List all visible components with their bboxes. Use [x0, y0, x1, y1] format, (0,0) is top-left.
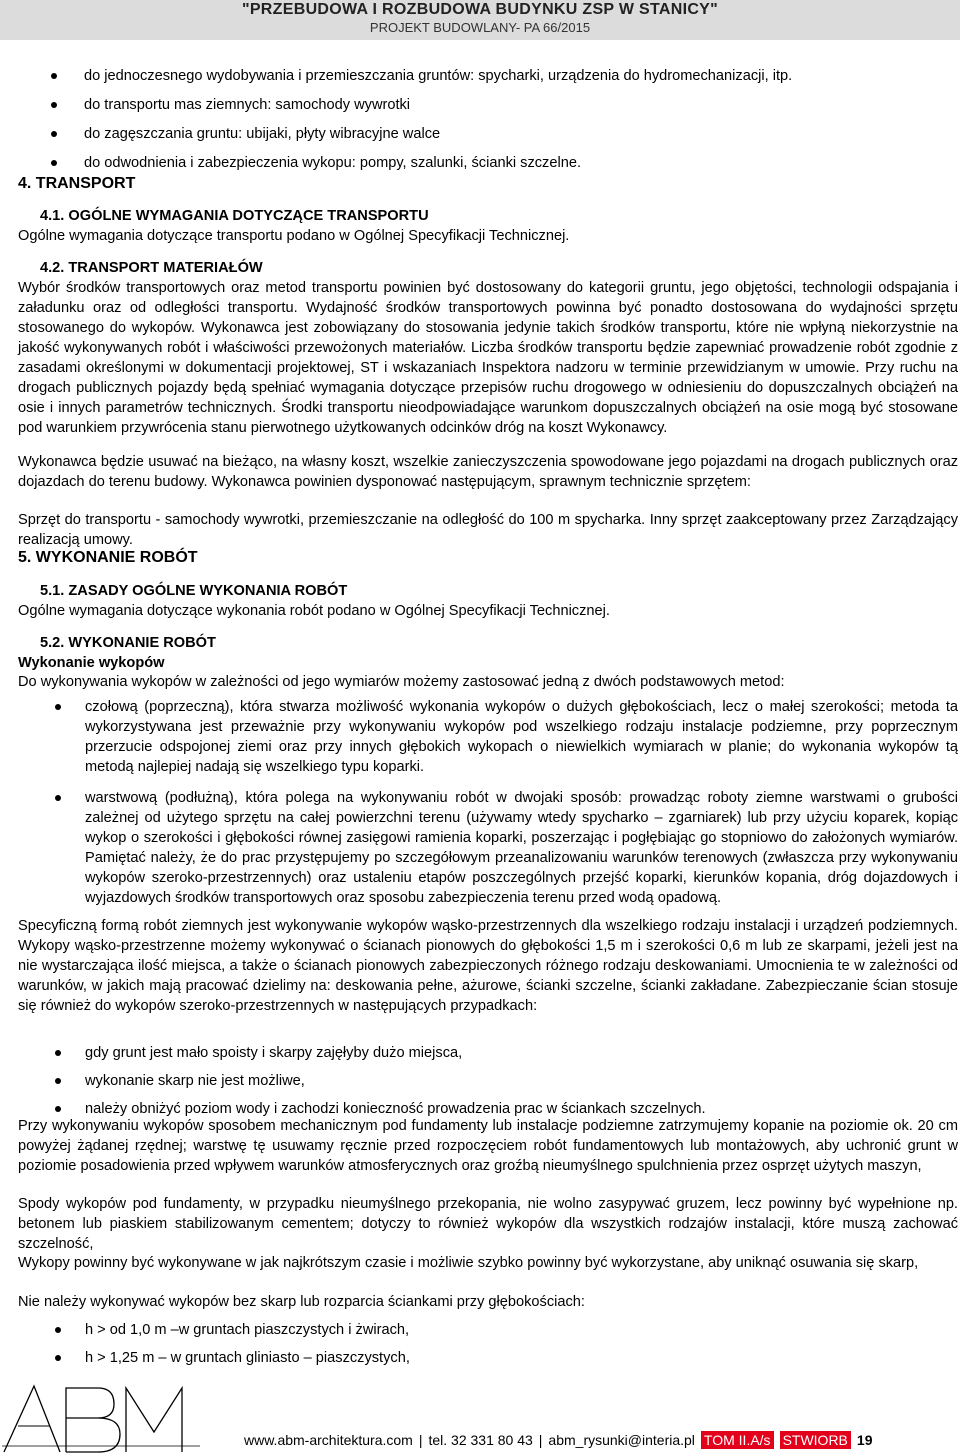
- body-paragraph: Nie należy wykonywać wykopów bez skarp lub rozparcia ściankami przy głębokościach:: [18, 1294, 585, 1310]
- list-item: do transportu mas ziemnych: samochody wywrotki: [18, 95, 938, 124]
- section-4-heading: 4. TRANSPORT: [18, 175, 136, 192]
- body-paragraph: Spody wykopów pod fundamenty, w przypadku nieumyślnego przekopania, nie wolno zasypywać gruzem, lecz powinny być wypełnione np. betonem lub piaskiem stabilizowanym cementem; dotyczy to również wykopów dla wszystkich rodzajów instalacji, które muszą zachować szczelność,: [18, 1196, 958, 1252]
- section-5-heading: 5. WYKONANIE ROBÓT: [18, 549, 198, 566]
- section-4-1-heading: 4.1. OGÓLNE WYMAGANIA DOTYCZĄCE TRANSPORTU: [40, 208, 429, 224]
- subsection-heading: Wykonanie wykopów: [18, 655, 165, 671]
- list-item: h > od 1,0 m –w gruntach piaszczystych i żwirach,: [18, 1320, 958, 1348]
- section-4-1-text: Ogólne wymagania dotyczące transportu podano w Ogólnej Specyfikacji Technicznej.: [18, 228, 570, 244]
- list-item: do odwodnienia i zabezpieczenia wykopu: pompy, szalunki, ścianki szczelne.: [18, 153, 938, 182]
- list-item: należy obniżyć poziom wody i zachodzi konieczność prowadzenia prac w ściankach szczelnych.: [18, 1099, 958, 1119]
- section-4-2-heading: 4.2. TRANSPORT MATERIAŁÓW: [40, 260, 263, 276]
- list-item: warstwową (podłużną), która polega na wykonywaniu robót w dwojaki sposób: prowadząc roboty ziemne warstwami o grubości zależnej od użytego sprzętu na całej powierzchni terenu (używamy wtedy spycharko – zgarniarek) lub przy użyciu koparek, kopiąc wykop o szerokości i głębokości równej zasięgowi ramienia koparki, poszerzając i pogłębiając go stopniowo do założonych wymiarów. Pamiętać należy, że do prac przystępujemy po szczegółowym przeanalizowaniu warunków terenowych (zwłaszcza przy wykonywaniu wykopów szeroko-przestrzennych) oraz ustaleniu etapów poszczególnych przejść koparki, kierunków kopania, dróg dojazdowych i wyjazdowych środków transportowych oraz sposobu zabezpieczenia terenu przed wodą opadową.: [18, 788, 958, 908]
- list-item: gdy grunt jest mało spoisty i skarpy zajęłyby dużo miejsca,: [18, 1043, 958, 1071]
- list-item: do jednoczesnego wydobywania i przemieszczania gruntów: spycharki, urządzenia do hydromechanizacji, itp.: [18, 66, 938, 95]
- section-4-2-paragraph: Wykonawca będzie usuwać na bieżąco, na własny koszt, wszelkie zanieczyszczenia spowodowane jego pojazdami na drogach publicznych oraz dojazdach do terenu budowy. Wykonawca powinien dysponować następującym, sprawnym technicznie sprzętem:: [18, 454, 958, 490]
- page-header: [0, 0, 960, 40]
- footer-phone: tel. 32 331 80 43: [428, 1432, 533, 1448]
- document-title: "PRZEBUDOWA I ROZBUDOWA BUDYNKU ZSP W STANICY": [241, 1, 719, 18]
- methods-intro: Do wykonywania wykopów w zależności od jego wymiarów możemy zastosować jedną z dwóch podstawowych metod:: [18, 674, 785, 690]
- footer-email[interactable]: abm_rysunki@interia.pl: [548, 1432, 695, 1448]
- footer-code-badge: STWIORB: [780, 1431, 851, 1449]
- list-item: h > 1,25 m – w gruntach gliniasto – piaszczystych,: [18, 1348, 958, 1368]
- footer-website-text[interactable]: www.abm-architektura.com: [244, 1432, 413, 1448]
- section-4-2-paragraph: Sprzęt do transportu - samochody wywrotki, przemieszczanie na odległość do 100 m spycharka. Inny sprzęt zaakceptowany przez Zarządzający realizacją umowy.: [18, 512, 958, 548]
- section-5-1-text: Ogólne wymagania dotyczące wykonania robót podano w Ogólnej Specyfikacji Technicznej.: [18, 603, 610, 619]
- list-item: do zagęszczania gruntu: ubijaki, płyty wibracyjne walce: [18, 124, 938, 153]
- footer-line: [0, 1431, 960, 1449]
- section-4-2-paragraph: Wybór środków transportowych oraz metod transportu powinien być dostosowany do kategorii gruntu, jego objętości, technologii odspajania i załadunku oraz od odległości transportu. Wydajność środków transportowych powinna być ponadto dostosowana do wydajności sprzętu stosowanego do wykopów. Wykonawca jest zobowiązany do stosowania jedynie takich środków transportu, które nie wpłyną niekorzystnie na jakość wykonywanych robót i właściwości przewożonych materiałów. Liczba środków transportu będzie zapewniać prowadzenie robót zgodnie z zasadami określonymi w dokumentacji projektowej, ST i wskazaniach Inspektora nadzoru w terminie przewidzianym w umowie. Przy ruchu na drogach publicznych pojazdy będą spełniać wymagania dotyczące przepisów ruchu drogowego w odniesieniu do dopuszczalnych obciążeń na osie i innych parametrów technicznych. Środki transportu nieodpowiadające warunkom dopuszczalnych obciążeń na osie mogą być stosowane pod warunkiem przywrócenia stanu pierwotnego użytkowanych odcinków dróg na koszt Wykonawcy.: [18, 280, 958, 436]
- list-item: wykonanie skarp nie jest możliwe,: [18, 1071, 958, 1099]
- body-paragraph: Przy wykonywaniu wykopów sposobem mechanicznym pod fundamenty lub instalacje podziemne zatrzymujemy kopanie na poziomie ok. 20 cm powyżej żądanej rzędnej; warstwę tę usuwamy ręcznie przed rozpoczęciem robót fundamentowych lub montażowych, aby uchronić grunt w poziomie posadowienia przed wpływem warunków atmosferycznych oraz groźbą nieumyślnego spulchnienia przez osprzęt użytych maszyn,: [18, 1118, 958, 1174]
- page-number: 19: [856, 1432, 873, 1448]
- footer-separator: |: [418, 1432, 423, 1448]
- list-item: czołową (poprzeczną), która stwarza możliwość wykonania wykopów o dużych głębokościach, lecz o małej szerokości; metoda ta wykorzystywana jest przeważnie przy wykonywaniu wykopów pod wszelkiego rodzaju instalacje podziemne, przy poprzecznym przerzucie odspojonej ziemi oraz przy innych głębokich wykopach o niewielkich wymiarach w planie; do wykonania wykopów tą metodą najlepiej nadają się wszelkiego typu koparki.: [18, 697, 958, 777]
- section-5-1-heading: 5.1. ZASADY OGÓLNE WYKONANIA ROBÓT: [40, 583, 348, 599]
- cases-list: [18, 1043, 958, 1119]
- methods-list: [18, 697, 958, 908]
- equipment-list: [18, 66, 938, 182]
- footer-tom-badge: TOM II.A/s: [701, 1431, 774, 1449]
- body-paragraph: Wykopy powinny być wykonywane w jak najkrótszym czasie i możliwie szybko powinny być wykorzystane, aby uniknąć osuwania się skarp,: [18, 1255, 919, 1271]
- footer-separator: |: [538, 1432, 543, 1448]
- section-5-2-heading: 5.2. WYKONANIE ROBÓT: [40, 635, 216, 651]
- depths-list: [18, 1320, 958, 1368]
- document-subtitle: PROJEKT BUDOWLANY- PA 66/2015: [369, 20, 591, 35]
- body-paragraph: Specyficzną formą robót ziemnych jest wykonywanie wykopów wąsko-przestrzennych dla wszelkiego rodzaju instalacji i urządzeń podziemnych. Wykopy wąsko-przestrzenne możemy wykonywać o ścianach pionowych do głębokości 1,5 m i szerokości 0,6 m lub ze skarpami, jeżeli jest na nie wystarczająca ilość miejsca, a także o ścianach pionowych zabezpieczonych różnego rodzaju deskowaniami. Umocnienia te w zależności od warunków, w jakich mają pracować dzielimy na: deskowania pełne, ażurowe, ścianki szczelne, ścianki zakładane. Zabezpieczanie ścian stosuje się również do wykopów szeroko-przestrzennych w następujących przypadkach:: [18, 918, 958, 1014]
